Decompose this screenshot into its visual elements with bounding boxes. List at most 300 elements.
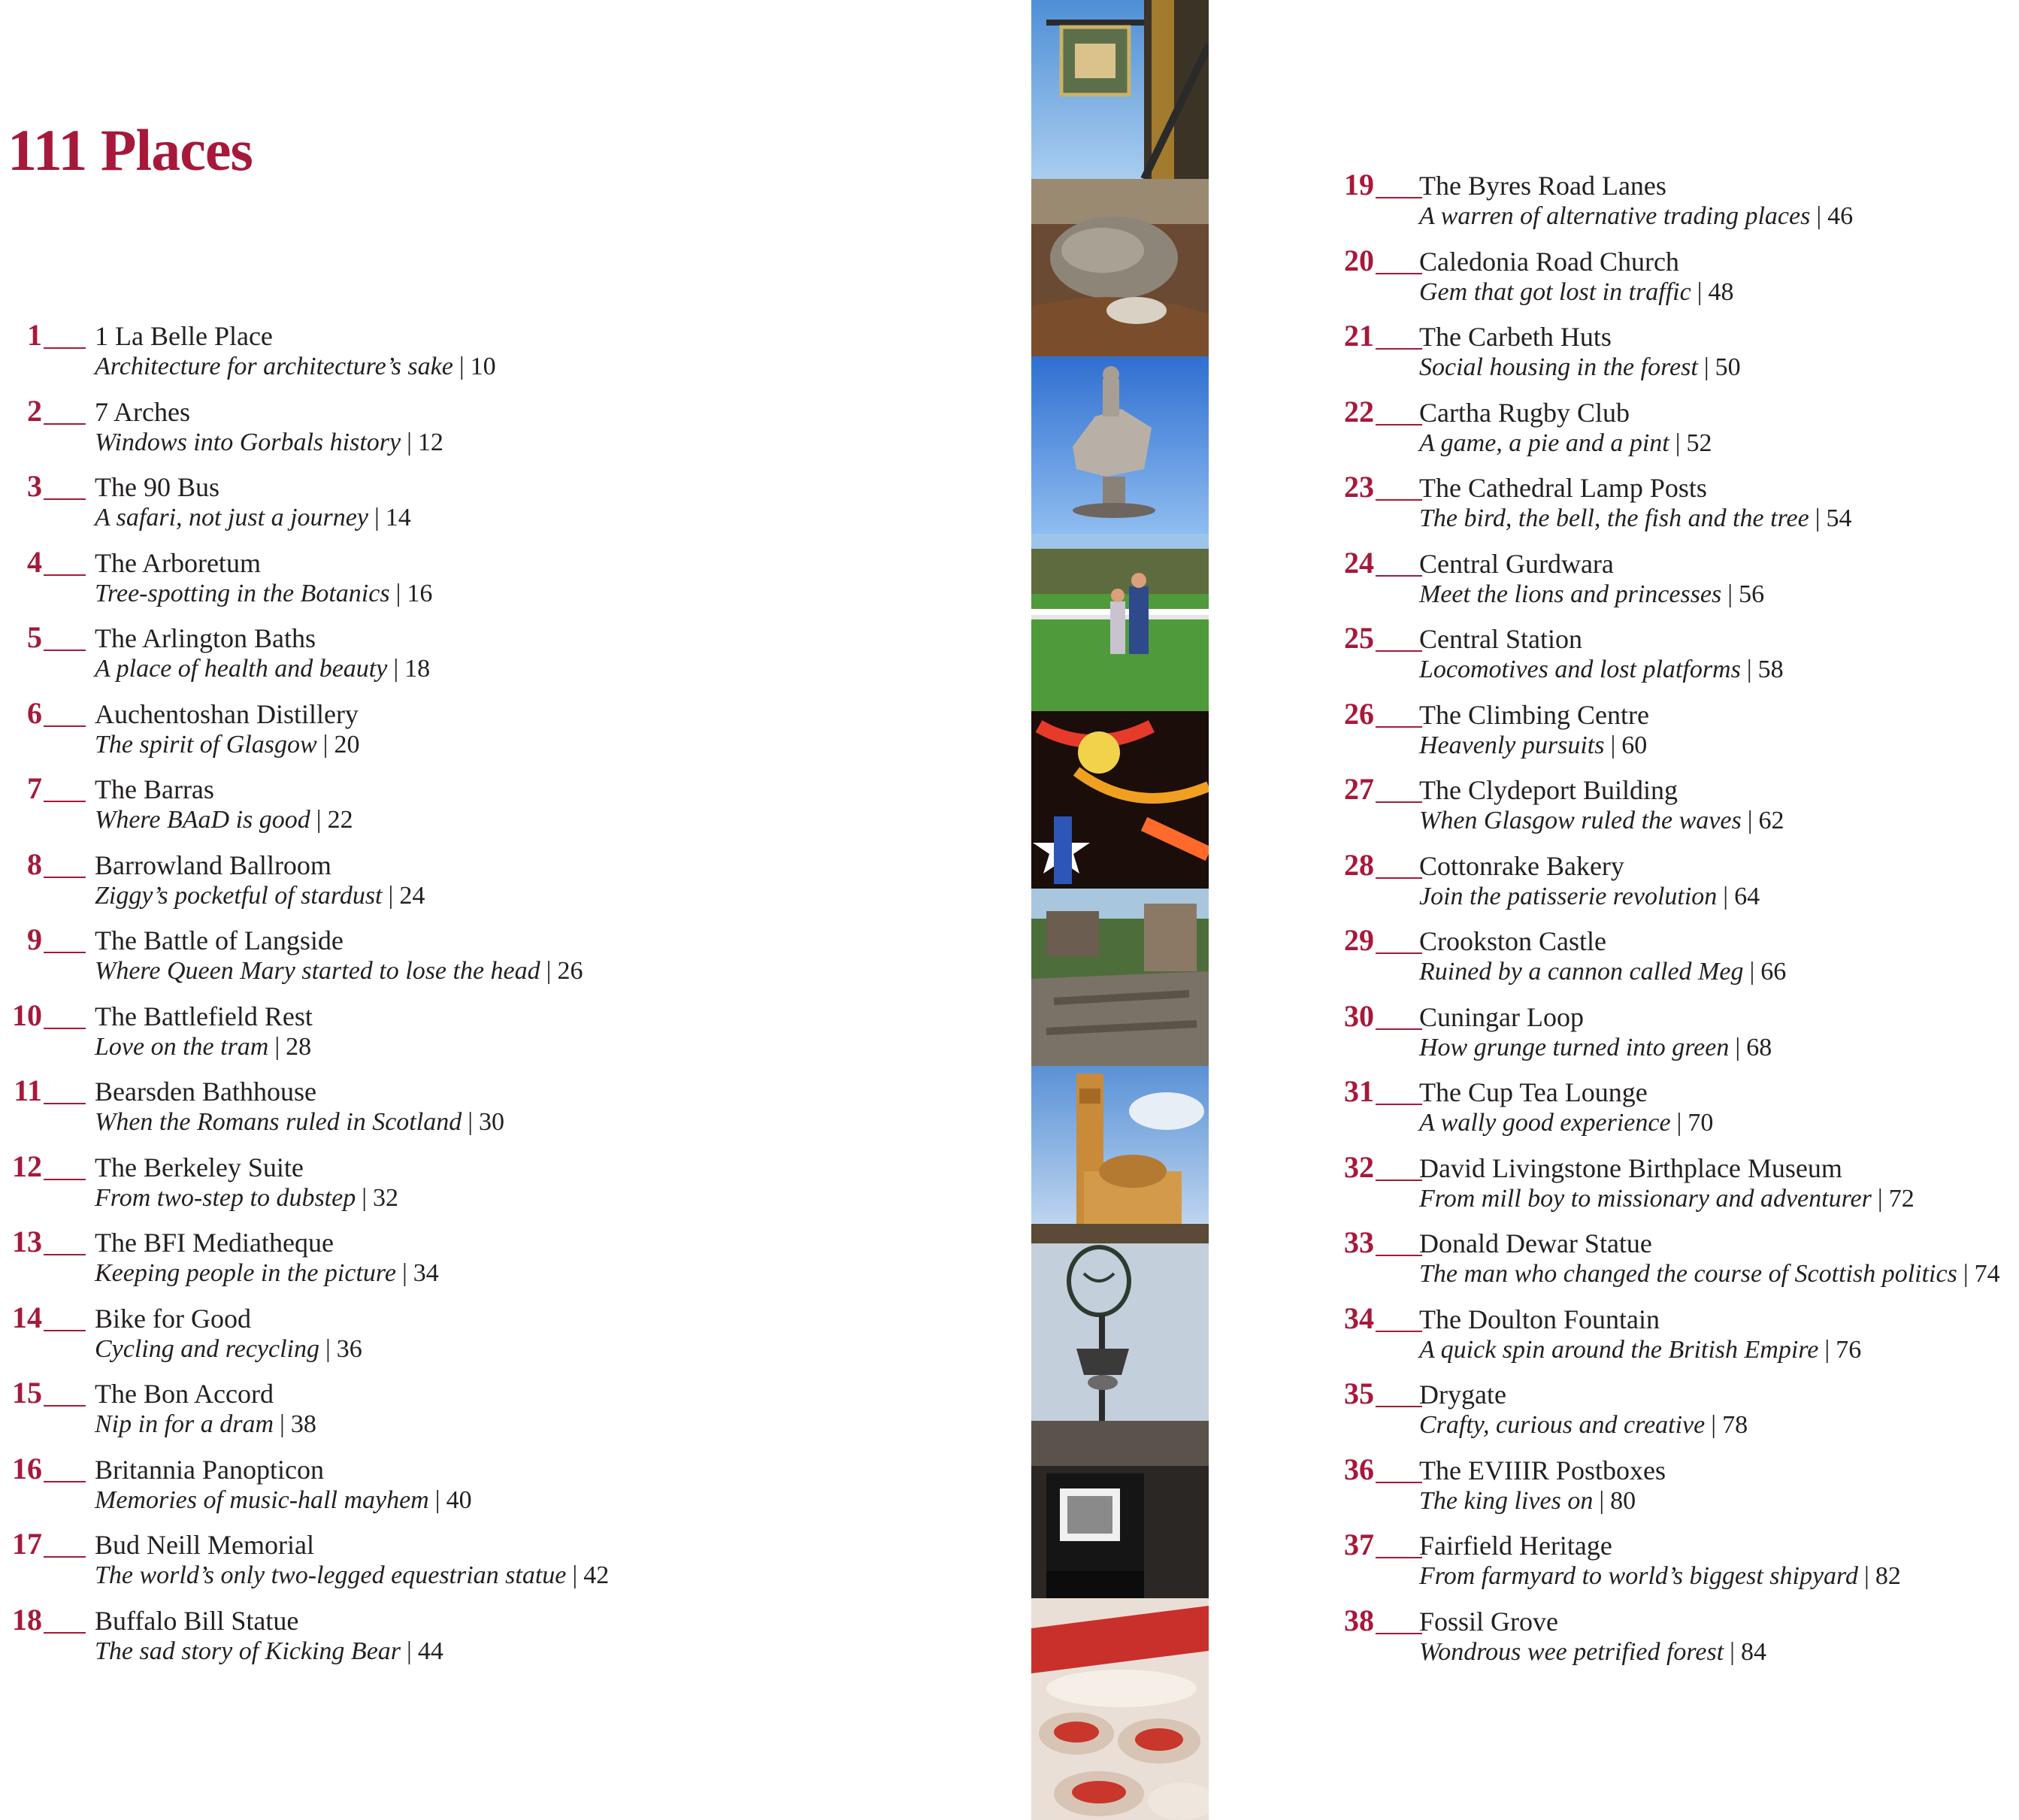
entry-number: 27 (1344, 772, 1374, 806)
entry-title: The BFI Mediatheque (95, 1228, 334, 1258)
contents-entry[interactable] (1330, 1528, 2019, 1603)
entry-subtitle: The bird, the bell, the fish and the tree (1419, 504, 1809, 532)
entry-title: Caledonia Road Church (1419, 246, 1679, 277)
leader-rule (44, 498, 86, 500)
entry-page-number: 48 (1708, 277, 1734, 306)
entry-subtitle-line (95, 1409, 316, 1440)
entry-subtitle: Cycling and recycling (95, 1334, 319, 1363)
leader-rule (1376, 499, 1422, 501)
entry-page-number: 42 (583, 1561, 610, 1589)
entry-title: The Barras (95, 774, 214, 804)
entry-title: The Berkeley Suite (95, 1152, 304, 1183)
entry-subtitle: Ruined by a cannon called Meg (1419, 958, 1744, 986)
contents-entry[interactable] (0, 545, 992, 621)
entry-title: Drygate (1419, 1379, 1506, 1410)
entry-number: 26 (1344, 696, 1374, 731)
entry-title: The Arboretum (95, 547, 261, 578)
page-separator: | (1824, 1335, 1830, 1364)
contents-entry[interactable] (1330, 1376, 2019, 1452)
page-separator: | (374, 504, 380, 531)
entry-page-number: 46 (1827, 202, 1854, 230)
entry-title: Bud Neill Memorial (95, 1530, 314, 1560)
photo-patisserie-pastries (1031, 1598, 1209, 1820)
entry-title: Fairfield Heritage (1419, 1531, 1612, 1561)
photo-castle-ruins (1031, 889, 1209, 1066)
leader-rule (44, 574, 86, 576)
entry-subtitle: A safari, not just a journey (95, 504, 368, 531)
page-separator: | (1676, 1109, 1682, 1137)
leader-rule (44, 1556, 86, 1558)
entry-subtitle-line (95, 1485, 472, 1516)
entry-title: The EVIIIR Postboxes (1419, 1455, 1666, 1485)
photo-rugby-field (1031, 534, 1209, 711)
leader-rule (1376, 1255, 1422, 1256)
entry-number: 20 (1344, 243, 1374, 277)
entry-page-number: 66 (1760, 958, 1787, 986)
page-separator: | (1864, 1562, 1869, 1590)
entry-title: Buffalo Bill Statue (95, 1605, 299, 1636)
page-separator: | (1723, 882, 1729, 910)
entry-page-number: 56 (1739, 580, 1765, 608)
page-separator: | (316, 806, 322, 834)
leader-rule (1376, 1406, 1422, 1407)
contents-entry[interactable] (0, 1301, 992, 1376)
leader-rule (44, 1179, 86, 1180)
page-separator: | (388, 881, 394, 910)
entry-number: 36 (1344, 1452, 1374, 1486)
contents-entry[interactable] (1330, 319, 2019, 395)
entry-subtitle: The spirit of Glasgow (95, 730, 317, 759)
leader-rule (44, 801, 86, 802)
contents-entry[interactable] (0, 771, 992, 847)
leader-rule (1376, 650, 1422, 652)
entry-title: Auchentoshan Distillery (95, 698, 359, 729)
entry-subtitle-line (95, 880, 425, 912)
entry-title: Donald Dewar Statue (1419, 1228, 1652, 1258)
entry-subtitle: The king lives on (1419, 1486, 1594, 1515)
entry-page-number: 18 (404, 655, 431, 683)
page-separator: | (1747, 807, 1753, 834)
entry-subtitle: Love on the tram (95, 1032, 269, 1061)
entry-number: 34 (1344, 1301, 1374, 1335)
entry-subtitle: A wally good experience (1419, 1109, 1671, 1137)
entry-page-number: 38 (290, 1410, 316, 1438)
entry-number: 32 (1344, 1149, 1374, 1184)
contents-entry[interactable] (1330, 395, 2019, 471)
entry-subtitle-line (1419, 579, 1764, 610)
page-separator: | (1815, 504, 1821, 532)
entry-subtitle-line (1419, 956, 1786, 988)
contents-entry[interactable] (0, 847, 992, 923)
entry-title: The Cup Tea Lounge (1419, 1077, 1648, 1107)
contents-entry[interactable] (0, 469, 992, 545)
contents-entry[interactable] (1330, 1603, 2019, 1679)
entry-subtitle: Windows into Gorbals history (95, 428, 401, 456)
entry-page-number: 74 (1974, 1260, 2000, 1288)
entry-subtitle: Tree-spotting in the Botanics (95, 579, 390, 607)
entry-title: Fossil Grove (1419, 1606, 1559, 1637)
leader-rule (1376, 197, 1422, 198)
leader-rule (44, 1103, 86, 1104)
entry-page-number: 70 (1688, 1109, 1714, 1137)
contents-entry[interactable] (0, 696, 992, 772)
entry-title: Bearsden Bathhouse (95, 1077, 316, 1107)
entry-subtitle-line (1419, 730, 1647, 762)
page-separator: | (1711, 1411, 1717, 1439)
entry-number: 22 (1344, 394, 1374, 429)
entry-subtitle: Nip in for a dram (95, 1410, 274, 1438)
entry-number: 14 (12, 1300, 42, 1334)
entry-subtitle: Meet the lions and princesses (1419, 580, 1722, 608)
leader-rule (1376, 273, 1422, 274)
entry-title: The Byres Road Lanes (1419, 171, 1666, 201)
contents-entry[interactable] (1330, 244, 2019, 319)
entry-number: 10 (12, 998, 42, 1032)
page-separator: | (1749, 958, 1755, 986)
leader-rule (44, 1330, 86, 1331)
page-separator: | (325, 1334, 331, 1363)
entry-page-number: 10 (470, 353, 496, 380)
entry-title: Central Gurdwara (1419, 548, 1614, 579)
entry-subtitle-line (95, 1031, 311, 1063)
entry-subtitle: Wondrous wee petrified forest (1419, 1637, 1724, 1666)
entry-title: The 90 Bus (95, 472, 219, 502)
entry-number: 11 (14, 1074, 42, 1107)
entry-subtitle-line (95, 729, 359, 761)
entry-page-number: 62 (1758, 807, 1784, 834)
leader-rule (1376, 1104, 1422, 1105)
entry-number: 38 (1344, 1603, 1374, 1637)
entry-subtitle-line (1419, 428, 1712, 459)
entry-page-number: 32 (373, 1183, 399, 1212)
entry-subtitle: Heavenly pursuits (1419, 731, 1605, 759)
entry-subtitle: Gem that got lost in traffic (1419, 277, 1691, 306)
contents-entry[interactable] (1330, 697, 2019, 773)
entry-number: 9 (27, 922, 42, 956)
leader-rule (1376, 575, 1422, 577)
contents-entry[interactable] (0, 922, 992, 998)
contents-entry[interactable] (0, 1527, 992, 1603)
entry-subtitle-line (1419, 654, 1784, 686)
contents-column-right (1330, 168, 2019, 1679)
entry-subtitle-line (1419, 1107, 1713, 1139)
entry-subtitle-line (1419, 1183, 1915, 1215)
contents-column-left (0, 318, 992, 1678)
entry-number: 15 (12, 1376, 42, 1410)
entry-number: 12 (12, 1149, 42, 1183)
entry-number: 2 (27, 393, 42, 428)
contents-entry[interactable] (0, 1225, 992, 1301)
entry-page-number: 58 (1757, 656, 1784, 683)
entry-page-number: 78 (1722, 1411, 1748, 1439)
contents-entry[interactable] (0, 1603, 992, 1679)
entry-title: Crookston Castle (1419, 926, 1606, 956)
page-separator: | (468, 1108, 474, 1136)
entry-subtitle: A quick spin around the British Empire (1419, 1335, 1819, 1364)
contents-entry[interactable] (0, 318, 992, 394)
contents-entry[interactable] (1330, 1452, 2019, 1528)
page-separator: | (1703, 353, 1709, 381)
leader-rule (1376, 952, 1422, 954)
entry-title: The Climbing Centre (1419, 699, 1649, 730)
photo-hanging-pub-sign (1031, 0, 1209, 179)
entry-page-number: 52 (1686, 429, 1712, 457)
page-separator: | (1610, 731, 1616, 759)
entry-title: The Battlefield Rest (95, 1001, 313, 1031)
entry-page-number: 26 (557, 957, 583, 985)
contents-entry[interactable] (1330, 546, 2019, 622)
entry-subtitle: Keeping people in the picture (95, 1259, 396, 1287)
entry-subtitle-line (1419, 352, 1741, 383)
entry-subtitle: From two-step to dubstep (95, 1183, 356, 1212)
contents-entry[interactable] (1330, 772, 2019, 848)
entry-subtitle-line (1419, 805, 1784, 837)
leader-rule (1376, 877, 1422, 879)
page-separator: | (1675, 429, 1681, 457)
entry-title: Bike for Good (95, 1303, 251, 1334)
leader-rule (44, 1632, 86, 1634)
leader-rule (44, 1405, 86, 1407)
leader-rule (44, 1254, 86, 1255)
entry-subtitle: Architecture for architecture’s sake (95, 353, 453, 380)
entry-subtitle: Where Queen Mary started to lose the head (95, 957, 540, 985)
entry-subtitle: Ziggy’s pocketful of stardust (95, 881, 383, 910)
leader-rule (1376, 1331, 1422, 1332)
page-separator: | (1730, 1637, 1735, 1666)
entry-number: 33 (1344, 1225, 1374, 1259)
entry-number: 29 (1344, 923, 1374, 957)
leader-rule (1376, 801, 1422, 803)
page-separator: | (322, 730, 328, 759)
entry-page-number: 68 (1746, 1033, 1772, 1061)
leader-rule (44, 1028, 86, 1029)
entry-subtitle-line (1419, 1410, 1748, 1441)
entry-number: 16 (12, 1451, 42, 1485)
entry-subtitle-line (95, 351, 496, 383)
leader-rule (1376, 726, 1422, 728)
entry-number: 19 (1344, 168, 1374, 201)
entry-title: Cottonrake Bakery (1419, 850, 1624, 881)
entry-subtitle-line (95, 427, 443, 459)
contents-entry[interactable] (1330, 999, 2019, 1075)
leader-rule (1376, 348, 1422, 350)
page-separator: | (1746, 656, 1752, 683)
photo-vintage-television (1031, 1421, 1209, 1598)
page-separator: | (1727, 580, 1733, 608)
page-separator: | (1735, 1033, 1741, 1061)
page-separator: | (395, 579, 401, 607)
entry-title: Barrowland Ballroom (95, 849, 331, 880)
entry-subtitle: The world’s only two-legged equestrian statue (95, 1561, 567, 1589)
entry-subtitle-line (95, 502, 411, 534)
entry-page-number: 44 (417, 1637, 443, 1665)
leader-rule (44, 650, 86, 651)
page-separator: | (407, 428, 412, 456)
entry-page-number: 14 (385, 504, 411, 531)
page-separator: | (407, 1637, 412, 1665)
entry-subtitle: Crafty, curious and creative (1419, 1411, 1706, 1439)
contents-entry[interactable] (1330, 168, 2019, 244)
entry-page-number: 30 (479, 1108, 505, 1136)
entry-subtitle: A warren of alternative trading places (1419, 202, 1811, 230)
contents-entry[interactable] (1330, 1301, 2019, 1377)
leader-rule (44, 423, 86, 425)
entry-subtitle-line (95, 804, 353, 836)
entry-subtitle-line (95, 1560, 609, 1591)
entry-page-number: 82 (1875, 1562, 1901, 1590)
page-separator: | (280, 1410, 285, 1438)
entry-subtitle: Memories of music-hall mayhem (95, 1485, 429, 1514)
leader-rule (1376, 1633, 1422, 1634)
entry-subtitle: Join the patisserie revolution (1419, 882, 1718, 910)
entry-subtitle-line (1419, 1032, 1772, 1064)
entry-title: Britannia Panopticon (95, 1454, 324, 1485)
contents-entry[interactable] (1330, 621, 2019, 697)
entry-number: 25 (1344, 621, 1374, 655)
entry-page-number: 24 (399, 881, 425, 910)
entry-subtitle-line (1419, 201, 1853, 232)
leader-rule (44, 952, 86, 953)
entry-title: Cartha Rugby Club (1419, 397, 1630, 428)
entry-title: David Livingstone Birthplace Museum (1419, 1152, 1842, 1183)
entry-number: 35 (1344, 1376, 1374, 1410)
entry-subtitle-line (1419, 277, 1734, 308)
entry-title: The Carbeth Huts (1419, 322, 1612, 352)
photo-neon-signs (1031, 711, 1209, 889)
photo-stone-carving (1031, 179, 1209, 356)
entry-title: Cuningar Loop (1419, 1001, 1584, 1032)
entry-number: 17 (12, 1527, 42, 1561)
entry-subtitle: Where BAaD is good (95, 806, 310, 834)
leader-rule (44, 1481, 86, 1482)
page-separator: | (572, 1561, 578, 1589)
entry-page-number: 36 (336, 1334, 362, 1363)
entry-subtitle: Locomotives and lost platforms (1419, 656, 1741, 683)
entry-page-number: 72 (1888, 1184, 1915, 1213)
leader-rule (1376, 1180, 1422, 1181)
page-separator: | (362, 1183, 368, 1212)
leader-rule (1376, 424, 1422, 425)
entry-subtitle-line (95, 653, 430, 685)
entry-page-number: 12 (417, 428, 443, 456)
entry-subtitle-line (95, 1636, 443, 1667)
entry-subtitle-line (95, 1334, 362, 1365)
entry-subtitle-line (1419, 1258, 2000, 1290)
entry-page-number: 80 (1610, 1486, 1636, 1515)
entry-page-number: 76 (1836, 1335, 1862, 1364)
entry-number: 3 (27, 469, 42, 503)
leader-rule (44, 725, 86, 727)
entry-number: 4 (27, 544, 42, 579)
entry-number: 30 (1344, 998, 1374, 1033)
leader-rule (1376, 1482, 1422, 1483)
entry-subtitle: A place of health and beauty (95, 655, 388, 683)
page-separator: | (1816, 202, 1822, 230)
entry-number: 7 (27, 771, 42, 805)
entry-title: The Battle of Langside (95, 925, 344, 955)
leader-rule (1376, 1028, 1422, 1030)
entry-number: 37 (1344, 1528, 1374, 1561)
page-separator: | (1697, 277, 1703, 306)
entry-number: 24 (1344, 545, 1374, 580)
contents-entry[interactable] (0, 1452, 992, 1528)
entry-subtitle: When the Romans ruled in Scotland (95, 1108, 462, 1136)
photo-ornate-lamp-post (1031, 1243, 1209, 1421)
entry-subtitle-line (1419, 1485, 1636, 1517)
leader-rule (44, 347, 86, 349)
contents-entry[interactable] (0, 1074, 992, 1149)
entry-title: 7 Arches (95, 396, 190, 427)
page-separator: | (1599, 1486, 1605, 1515)
entry-subtitle-line (95, 1107, 504, 1138)
entry-number: 21 (1344, 319, 1374, 353)
contents-entry[interactable] (0, 998, 992, 1074)
leader-rule (1376, 1557, 1422, 1558)
entry-number: 28 (1344, 847, 1374, 882)
entry-subtitle-line (1419, 1637, 1766, 1668)
page-separator: | (1963, 1260, 1969, 1288)
photo-equestrian-statue (1031, 356, 1209, 534)
entry-page-number: 22 (327, 806, 353, 834)
contents-entry[interactable] (1330, 1225, 2019, 1301)
entry-subtitle-line (95, 955, 583, 987)
page-title: 111 Places (8, 117, 253, 183)
entry-number: 8 (27, 846, 42, 881)
contents-entry[interactable] (0, 620, 992, 696)
entry-subtitle: Social housing in the forest (1419, 353, 1698, 381)
entry-number: 13 (12, 1225, 42, 1258)
photo-clock-tower (1031, 1066, 1209, 1243)
entry-title: Central Station (1419, 624, 1582, 654)
entry-subtitle: How grunge turned into green (1419, 1033, 1730, 1061)
entry-title: The Cathedral Lamp Posts (1419, 473, 1707, 503)
entry-title: The Doulton Fountain (1419, 1304, 1660, 1334)
entry-subtitle: When Glasgow ruled the waves (1419, 807, 1742, 834)
contents-entry[interactable] (1330, 923, 2019, 999)
page-separator: | (393, 655, 399, 683)
entry-number: 1 (27, 318, 42, 352)
entry-title: The Arlington Baths (95, 623, 316, 653)
entry-title: The Clydeport Building (1419, 775, 1678, 805)
entry-number: 5 (27, 620, 42, 654)
entry-page-number: 60 (1621, 731, 1648, 759)
entry-subtitle-line (1419, 1334, 1861, 1366)
entry-subtitle-line (1419, 881, 1760, 913)
entry-page-number: 34 (413, 1259, 439, 1287)
entry-page-number: 54 (1826, 504, 1852, 532)
page-separator: | (546, 957, 552, 985)
entry-subtitle-line (95, 1258, 439, 1289)
page-separator: | (434, 1485, 440, 1514)
entry-number: 23 (1344, 470, 1374, 504)
entry-subtitle: From farmyard to world’s biggest shipyard (1419, 1562, 1859, 1590)
entry-subtitle: A game, a pie and a pint (1419, 429, 1669, 457)
contents-entry[interactable] (0, 394, 992, 470)
entry-subtitle: From mill boy to missionary and adventurer (1419, 1184, 1872, 1213)
entry-subtitle: The sad story of Kicking Bear (95, 1637, 401, 1665)
contents-entry[interactable] (0, 1376, 992, 1452)
contents-entry[interactable] (1330, 848, 2019, 924)
contents-entry[interactable] (1330, 470, 2019, 546)
contents-entry[interactable] (1330, 1150, 2019, 1226)
contents-entry[interactable] (0, 1149, 992, 1225)
photo-strip (1031, 0, 1209, 1820)
entry-subtitle-line (95, 1183, 398, 1214)
page-separator: | (274, 1032, 280, 1061)
entry-subtitle-line (1419, 503, 1852, 534)
contents-entry[interactable] (1330, 1074, 2019, 1150)
entry-page-number: 28 (286, 1032, 312, 1061)
